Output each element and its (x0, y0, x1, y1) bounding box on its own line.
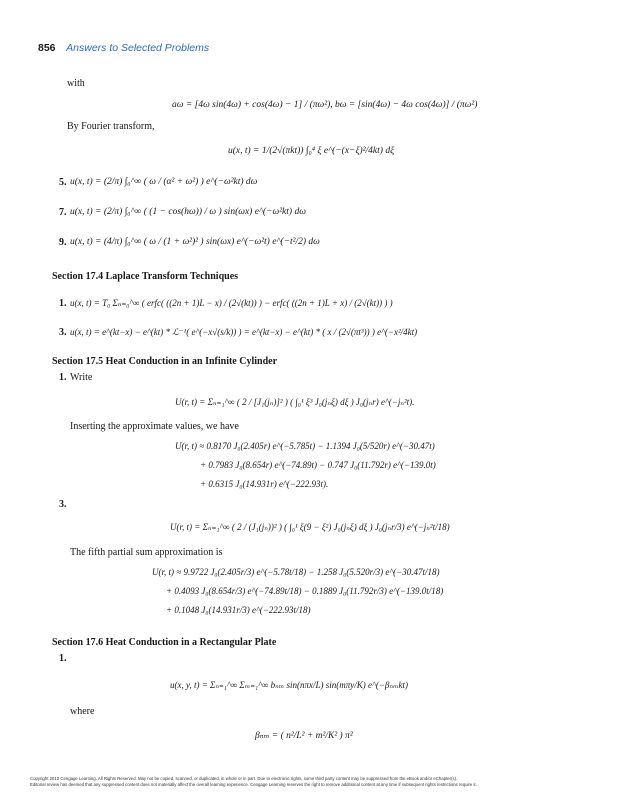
fourier-label: By Fourier transform, (67, 121, 155, 132)
copyright-footer (30, 776, 600, 788)
problem-5-equation: u(x, t) = (2/π) ∫₀^∞ ( ω / (α² + ω²) ) e^(−ω²kt) dω (70, 177, 258, 187)
section-heading: Section 17.6 Heat Conduction in a Rectangular Plate (52, 637, 277, 648)
cylinder-series-equation: U(r, t) = Σₙ₌₁^∞ ( 2 / [J₁(jₙ)]² ) ( ∫₀¹ ξ³ J₀(jₙξ) dξ ) J₀(jₙr) e^(−jₙ²t). (175, 397, 415, 407)
approx-line-1: U(r, t) ≈ 9.9722 J₀(2.405r/3) e^(−5.78t/18) − 1.258 J₀(5.520r/3) e^(−30.47t/18) (152, 567, 440, 577)
problem-number: 3. (59, 327, 67, 338)
problem-9-equation: u(x, t) = (4/π) ∫₀^∞ ( ω / (1 + ω²)² ) sin(ωx) e^(−ω²t) e^(−t²/2) dω (70, 237, 320, 247)
section-heading: Section 17.5 Heat Conduction in an Infinite Cylinder (52, 356, 278, 367)
approx-line-1: U(r, t) ≈ 0.8170 J₀(2.405r) e^(−5.785t) − 1.1394 J₀(5/520r) e^(−30.47t) (175, 441, 435, 451)
where-text: where (70, 706, 95, 717)
approx-line-3: + 0.6315 J₀(14.931r) e^(−222.93t). (200, 479, 329, 489)
page-number: 856 (38, 42, 56, 54)
approx-line-2: + 0.7983 J₀(8.654r) e^(−74.89t) − 0.747 J₀(11.792r) e^(−139.0t) (200, 460, 436, 470)
section-heading: Section 17.4 Laplace Transform Techniques (52, 271, 239, 282)
laplace-problem-1-equation: u(x, t) = T₀ Σₙ₌₀^∞ ( erfc( ((2n + 1)L − x) / (2√(kt)) ) − erfc( ((2n + 1)L + x) / (2√(kt)) ) ) (70, 298, 393, 308)
copyright-line-2: Editorial review has deemed that any suppressed content does not materially affect the overall learning experience. Cengage Learning reserves the right to remove additional content at any time if subsequent rights restrictions require it. (30, 782, 477, 788)
approx-line-2: + 0.4093 J₀(8.654r/3) e^(−74.89t/18) − 0.1889 J₀(11.792r/3) e^(−139.0t/18) (166, 586, 444, 596)
approx-line-3: + 0.1048 J₀(14.931r/3) e^(−222.93t/18) (166, 605, 311, 615)
with-text: with (67, 78, 85, 89)
laplace-problem-3-equation: u(x, t) = e^(kt−x) − e^(kt) * ℒ⁻¹( e^(−x√(s/k)) ) = e^(kt−x) − e^(kt) * ( x / (2√(πt³)) ) e^(−x²/4kt) (70, 327, 418, 337)
write-text: Write (70, 372, 93, 383)
problem-7-equation: u(x, t) = (2/π) ∫₀^∞ ( (1 − cos(hω)) / ω ) sin(ωx) e^(−ω²kt) dω (70, 207, 306, 217)
problem-number: 7. (59, 207, 67, 218)
cylinder-series-equation-3: U(r, t) = Σₙ₌₁^∞ ( 2 / (J₁(jₙ))² ) ( ∫₀¹ ξ(9 − ξ²) J₀(jₙξ) dξ ) J₀(jₙr/3) e^(−jₙ²t/18) (170, 522, 450, 532)
problem-number: 3. (59, 499, 67, 510)
beta-equation: βₙₘ = ( n²/L² + m²/K² ) π² (255, 731, 353, 741)
problem-number: 1. (59, 372, 67, 383)
inserting-text: Inserting the approximate values, we have (70, 421, 239, 432)
a-omega-equation: aω = [4ω sin(4ω) + cos(4ω) − 1] / (πω²), bω = [sin(4ω) − 4ω cos(4ω)] / (πω²) (172, 100, 478, 110)
problem-number: 1. (59, 298, 67, 309)
problem-number: 5. (59, 177, 67, 188)
copyright-line-1: Copyright 2010 Cengage Learning. All Rights Reserved. May not be copied, scanned, or duplicated, in whole or in part. Due to electronic rights, some third party content may be suppressed from the eBook and/or eChapter(s). (30, 776, 458, 781)
fourier-equation: u(x, t) = 1/(2√(πkt)) ∫₀⁴ ξ e^(−(x−ξ)²/4kt) dξ (228, 146, 395, 156)
running-title: Answers to Selected Problems (66, 42, 210, 54)
problem-number: 9. (59, 237, 67, 248)
problem-number: 1. (59, 653, 67, 664)
plate-series-equation: u(x, y, t) = Σₙ₌₁^∞ Σₘ₌₁^∞ bₙₘ sin(nπx/L) sin(mπy/K) e^(−βₙₘkt) (170, 680, 409, 690)
fifth-partial-text: The fifth partial sum approximation is (70, 547, 223, 558)
page-header (38, 42, 209, 54)
